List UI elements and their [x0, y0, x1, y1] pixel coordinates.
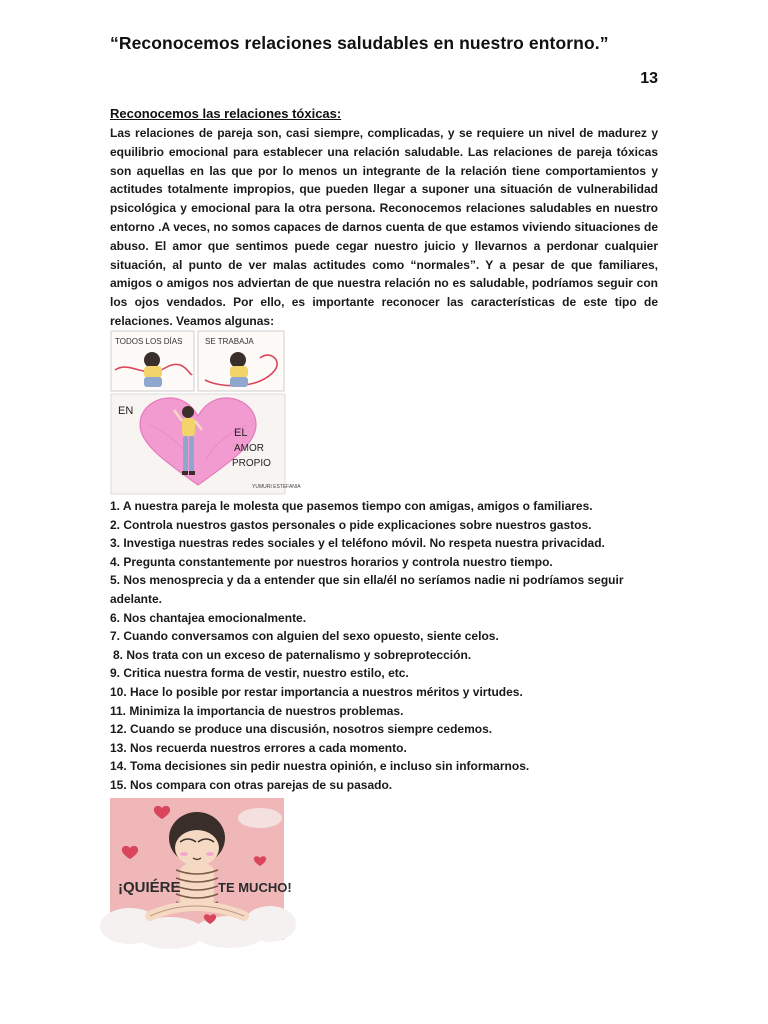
- list-item: 11. Minimiza la importancia de nuestros problemas.: [110, 703, 404, 718]
- character-face-icon: [175, 830, 219, 866]
- list-item: 15. Nos compara con otras parejas de su pasado.: [110, 777, 393, 792]
- self-love-comic-svg: [110, 330, 301, 495]
- panel3-text-amor: AMOR: [234, 443, 264, 454]
- list-item: 6. Nos chantajea emocionalmente.: [110, 610, 307, 625]
- character-body-icon: [180, 864, 214, 906]
- comic-signature: YUMURI ESTEFANIA: [252, 484, 301, 490]
- intro-paragraph: Las relaciones de pareja son, casi siempre, complicadas, y se requiere un nivel de madurez y equilibrio emocional para establecer una relación saludable. Las relaciones de pareja tóxicas son aquellas en las que por lo menos un integrante de la relación tiene comportamientos y actitudes totalmente impropios, que pueden llegar a suponer una situación de vulnerabilidad psicológica y emocional para la otra persona. Reconocemos relaciones saludables en nuestro entorno .A veces, no somos capaces de darnos cuenta de que estamos viviendo situaciones de abuso. El amor que sentimos puede cegar nuestro juicio y llevarnos a perdonar cualquier situación, al punto de ver malas actitudes como “normales”. Y a pesar de que familiares, amigos o amigos nos adviertan de que nuestra relación no es saludable, podríamos seguir con los ojos vendados. Por ello, es importante reconocer las características de este tipo de relaciones. Veamos algunas:: [110, 126, 658, 328]
- love-yourself-illustration: [110, 798, 292, 940]
- list-item: 14. Toma decisiones sin pedir nuestra opinión, e incluso sin informarnos.: [110, 759, 530, 774]
- list-item: 9. Critica nuestra forma de vestir, nuestro estilo, etc.: [110, 666, 409, 681]
- section-heading: Reconocemos las relaciones tóxicas:: [110, 106, 342, 121]
- list-item: 5. Nos menosprecia y da a entender que sin ella/él no seríamos nadie ni podríamos seguir adelante.: [110, 573, 624, 606]
- list-item: 3. Investiga nuestras redes sociales y el teléfono móvil. No respeta nuestra privacidad.: [110, 536, 605, 551]
- character-head-icon: [144, 352, 160, 368]
- character-shirt-2-icon: [230, 366, 248, 378]
- panel2-caption: SE TRABAJA: [205, 337, 254, 346]
- te-mucho-text: TE MUCHO!: [218, 880, 292, 895]
- character-head-2-icon: [230, 352, 246, 368]
- panel3-text-propio: PROPIO: [232, 458, 271, 469]
- character-jeans-icon: [144, 377, 162, 387]
- list-item: 4. Pregunta constantemente por nuestros horarios y controla nuestro tiempo.: [110, 554, 553, 569]
- list-item: 2. Controla nuestros gastos personales o pide explicaciones sobre nuestros gastos.: [110, 517, 592, 532]
- list-item: 8. Nos trata con un exceso de paternalismo y sobreprotección.: [113, 647, 472, 662]
- page-title: “Reconocemos relaciones saludables en nuestro entorno.”: [110, 33, 609, 53]
- love-yourself-svg: [110, 798, 292, 940]
- panel3-text-el: EL: [234, 427, 248, 439]
- toxic-traits-list: [110, 497, 670, 795]
- quiere-text: ¡QUIÉRE: [118, 879, 181, 896]
- standing-character-shirt-icon: [182, 418, 195, 436]
- list-item: 12. Cuando se produce una discusión, nosotros siempre cedemos.: [110, 722, 493, 737]
- standing-character-head-icon: [182, 406, 194, 418]
- list-item: 10. Hace lo posible por restar importancia a nuestros méritos y virtudes.: [110, 684, 523, 699]
- list-item: 13. Nos recuerda nuestros errores a cada momento.: [110, 740, 407, 755]
- self-love-comic-illustration: [110, 330, 301, 495]
- panel1-caption: TODOS LOS DÍAS: [115, 337, 183, 346]
- panel3-text-en: EN: [118, 405, 134, 417]
- list-item: 1. A nuestra pareja le molesta que pasemos tiempo con amigas, amigos o familiares.: [110, 499, 593, 513]
- character-jeans-2-icon: [230, 377, 248, 387]
- page-number: 13: [640, 70, 658, 87]
- list-item: 7. Cuando conversamos con alguien del sexo opuesto, siente celos.: [110, 629, 499, 644]
- character-shirt-icon: [144, 366, 162, 378]
